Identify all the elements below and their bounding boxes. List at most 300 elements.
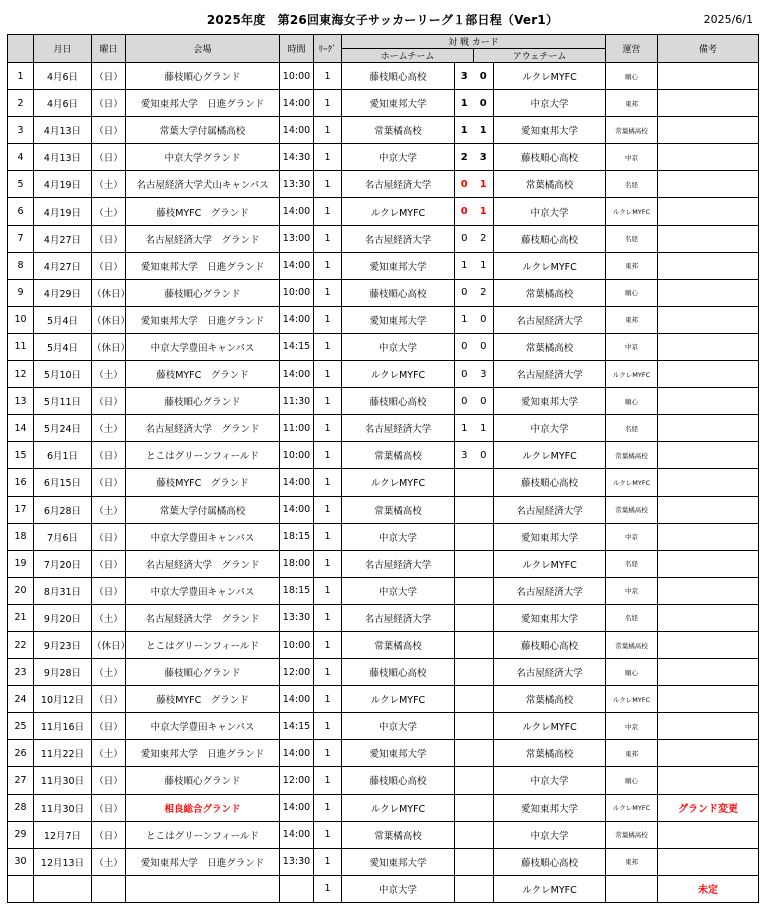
match-league: 1	[314, 767, 342, 794]
organizer: 順心	[606, 388, 658, 415]
organizer: 順心	[606, 63, 658, 90]
match-weekday: （日）	[92, 225, 126, 252]
match-venue: 藤枝MYFC グランド	[126, 198, 280, 225]
home-score: 3	[455, 63, 474, 90]
match-weekday: （日）	[92, 713, 126, 740]
col-org: 運営	[606, 35, 658, 63]
table-row	[8, 333, 759, 360]
home-score	[455, 848, 474, 875]
match-number: 18	[8, 523, 34, 550]
col-matchcard: 対 戦 カード	[342, 35, 606, 49]
match-date: 4月6日	[34, 90, 92, 117]
home-score: 0	[455, 333, 474, 360]
match-time: 10:00	[280, 442, 314, 469]
home-score: 0	[455, 225, 474, 252]
match-date: 9月28日	[34, 659, 92, 686]
home-score: 1	[455, 415, 474, 442]
organizer: ルクレMYFC	[606, 794, 658, 821]
organizer: 中京	[606, 523, 658, 550]
table-body	[8, 63, 759, 903]
away-team: ルクレMYFC	[494, 252, 606, 279]
match-date: 5月4日	[34, 333, 92, 360]
match-date: 11月16日	[34, 713, 92, 740]
match-number: 25	[8, 713, 34, 740]
away-score	[474, 713, 494, 740]
home-score	[455, 659, 474, 686]
away-score	[474, 794, 494, 821]
away-score: 0	[474, 333, 494, 360]
match-note	[658, 415, 759, 442]
away-score	[474, 469, 494, 496]
match-date: 5月11日	[34, 388, 92, 415]
match-league: 1	[314, 550, 342, 577]
organizer: 順心	[606, 659, 658, 686]
match-note	[658, 442, 759, 469]
match-time: 14:00	[280, 469, 314, 496]
table-row	[8, 388, 759, 415]
match-time: 18:15	[280, 523, 314, 550]
organizer: 中京	[606, 144, 658, 171]
away-team: 常葉橘高校	[494, 333, 606, 360]
match-note	[658, 225, 759, 252]
match-venue: 名古屋経済大学 グランド	[126, 604, 280, 631]
away-team: 藤枝順心高校	[494, 631, 606, 658]
match-weekday: （休日）	[92, 306, 126, 333]
match-note	[658, 821, 759, 848]
match-time: 14:00	[280, 306, 314, 333]
match-weekday: （日）	[92, 144, 126, 171]
table-row	[8, 740, 759, 767]
match-number: 20	[8, 577, 34, 604]
away-score	[474, 875, 494, 902]
table-row	[8, 144, 759, 171]
match-number: 27	[8, 767, 34, 794]
match-number: 7	[8, 225, 34, 252]
table-row	[8, 550, 759, 577]
table-row	[8, 821, 759, 848]
match-number: 22	[8, 631, 34, 658]
match-note	[658, 469, 759, 496]
away-score: 1	[474, 415, 494, 442]
match-date: 11月30日	[34, 767, 92, 794]
match-weekday: （土）	[92, 171, 126, 198]
match-venue: 名古屋経済大学 グランド	[126, 225, 280, 252]
organizer	[606, 875, 658, 902]
home-team: 中京大学	[342, 713, 455, 740]
away-score	[474, 577, 494, 604]
match-venue: 藤枝MYFC グランド	[126, 361, 280, 388]
col-venue: 会場	[126, 35, 280, 63]
home-score	[455, 631, 474, 658]
match-venue: 愛知東邦大学 日進グランド	[126, 306, 280, 333]
away-score	[474, 496, 494, 523]
match-number: 29	[8, 821, 34, 848]
home-team: 常葉橘高校	[342, 442, 455, 469]
away-team: 藤枝順心高校	[494, 225, 606, 252]
home-team: 愛知東邦大学	[342, 306, 455, 333]
away-team: 愛知東邦大学	[494, 523, 606, 550]
away-team: 名古屋経済大学	[494, 361, 606, 388]
table-row	[8, 306, 759, 333]
table-row	[8, 225, 759, 252]
match-league: 1	[314, 306, 342, 333]
table-row	[8, 90, 759, 117]
home-score	[455, 550, 474, 577]
organizer: ルクレMYFC	[606, 686, 658, 713]
match-venue: 藤枝MYFC グランド	[126, 686, 280, 713]
away-team: 常葉橘高校	[494, 279, 606, 306]
match-weekday: （土）	[92, 496, 126, 523]
organizer: 中京	[606, 333, 658, 360]
away-score	[474, 767, 494, 794]
match-venue: 名古屋経済大学 グランド	[126, 550, 280, 577]
match-venue: 中京大学豊田キャンパス	[126, 577, 280, 604]
match-time: 10:00	[280, 279, 314, 306]
match-date: 8月31日	[34, 577, 92, 604]
home-team: 愛知東邦大学	[342, 90, 455, 117]
col-home: ホームチーム	[342, 49, 474, 63]
match-league: 1	[314, 90, 342, 117]
table-row	[8, 631, 759, 658]
away-score	[474, 523, 494, 550]
match-league: 1	[314, 631, 342, 658]
match-number: 13	[8, 388, 34, 415]
match-league: 1	[314, 63, 342, 90]
match-weekday: （日）	[92, 90, 126, 117]
col-away: アウェチーム	[474, 49, 606, 63]
match-time: 14:15	[280, 333, 314, 360]
away-team: 愛知東邦大学	[494, 117, 606, 144]
away-team: 常葉橘高校	[494, 740, 606, 767]
match-weekday: （日）	[92, 63, 126, 90]
match-note	[658, 90, 759, 117]
match-number: 10	[8, 306, 34, 333]
home-team: 藤枝順心高校	[342, 388, 455, 415]
home-team: 中京大学	[342, 875, 455, 902]
home-score	[455, 875, 474, 902]
match-league: 1	[314, 604, 342, 631]
match-league: 1	[314, 279, 342, 306]
match-venue: 愛知東邦大学 日進グランド	[126, 252, 280, 279]
away-score: 1	[474, 252, 494, 279]
home-team: 中京大学	[342, 523, 455, 550]
match-time: 14:00	[280, 496, 314, 523]
table-row	[8, 848, 759, 875]
match-note	[658, 848, 759, 875]
organizer: 常葉橘高校	[606, 496, 658, 523]
match-time: 14:00	[280, 794, 314, 821]
organizer: 東邦	[606, 306, 658, 333]
match-league: 1	[314, 659, 342, 686]
home-team: 藤枝順心高校	[342, 767, 455, 794]
match-note	[658, 333, 759, 360]
away-team: 愛知東邦大学	[494, 604, 606, 631]
match-weekday: （休日）	[92, 279, 126, 306]
match-time: 14:00	[280, 252, 314, 279]
match-venue: 名古屋経済大学 グランド	[126, 415, 280, 442]
match-note	[658, 63, 759, 90]
match-date: 5月10日	[34, 361, 92, 388]
match-venue: 中京大学豊田キャンパス	[126, 333, 280, 360]
match-league: 1	[314, 388, 342, 415]
away-score: 0	[474, 388, 494, 415]
match-venue: 藤枝順心グランド	[126, 388, 280, 415]
match-note	[658, 279, 759, 306]
away-score: 0	[474, 90, 494, 117]
organizer: 中京	[606, 713, 658, 740]
match-note	[658, 767, 759, 794]
match-number: 19	[8, 550, 34, 577]
table-row	[8, 523, 759, 550]
organizer: 名経	[606, 225, 658, 252]
match-league: 1	[314, 442, 342, 469]
organizer: 順心	[606, 279, 658, 306]
organizer: 東邦	[606, 740, 658, 767]
home-score: 0	[455, 361, 474, 388]
away-team: 中京大学	[494, 90, 606, 117]
home-team: 名古屋経済大学	[342, 604, 455, 631]
match-number: 4	[8, 144, 34, 171]
away-score: 0	[474, 306, 494, 333]
match-date: 9月20日	[34, 604, 92, 631]
match-time: 12:00	[280, 659, 314, 686]
match-venue: 藤枝順心グランド	[126, 659, 280, 686]
away-score	[474, 550, 494, 577]
table-row	[8, 686, 759, 713]
away-team: 愛知東邦大学	[494, 794, 606, 821]
home-team: 名古屋経済大学	[342, 550, 455, 577]
match-league: 1	[314, 469, 342, 496]
match-time: 13:00	[280, 225, 314, 252]
away-team: ルクレMYFC	[494, 875, 606, 902]
home-score: 1	[455, 306, 474, 333]
home-score: 3	[455, 442, 474, 469]
away-score: 3	[474, 144, 494, 171]
home-score: 0	[455, 198, 474, 225]
match-number: 2	[8, 90, 34, 117]
organizer: ルクレMYFC	[606, 469, 658, 496]
match-note	[658, 496, 759, 523]
match-league: 1	[314, 713, 342, 740]
organizer: 順心	[606, 767, 658, 794]
match-weekday: （土）	[92, 659, 126, 686]
away-score	[474, 631, 494, 658]
organizer: ルクレMYFC	[606, 198, 658, 225]
match-league: 1	[314, 686, 342, 713]
match-date: 4月19日	[34, 198, 92, 225]
match-time: 14:15	[280, 713, 314, 740]
away-score	[474, 686, 494, 713]
away-team: 愛知東邦大学	[494, 388, 606, 415]
match-weekday: （土）	[92, 604, 126, 631]
away-score: 0	[474, 63, 494, 90]
match-number: 3	[8, 117, 34, 144]
home-team: ルクレMYFC	[342, 361, 455, 388]
away-team: 中京大学	[494, 198, 606, 225]
match-league: 1	[314, 361, 342, 388]
match-weekday	[92, 875, 126, 902]
match-number: 14	[8, 415, 34, 442]
document-date: 2025/6/1	[703, 13, 753, 26]
match-note	[658, 659, 759, 686]
organizer: 常葉橘高校	[606, 117, 658, 144]
match-venue: 愛知東邦大学 日進グランド	[126, 848, 280, 875]
match-note	[658, 388, 759, 415]
match-weekday: （日）	[92, 577, 126, 604]
match-date: 5月24日	[34, 415, 92, 442]
match-league: 1	[314, 740, 342, 767]
match-number: 9	[8, 279, 34, 306]
table-row	[8, 713, 759, 740]
match-date: 9月23日	[34, 631, 92, 658]
home-team: 愛知東邦大学	[342, 252, 455, 279]
home-team: ルクレMYFC	[342, 686, 455, 713]
match-note	[658, 713, 759, 740]
table-row	[8, 577, 759, 604]
match-weekday: （土）	[92, 361, 126, 388]
organizer: 東邦	[606, 90, 658, 117]
organizer: 名経	[606, 550, 658, 577]
away-score	[474, 740, 494, 767]
match-time: 14:00	[280, 686, 314, 713]
home-team: 常葉橘高校	[342, 496, 455, 523]
match-number: 17	[8, 496, 34, 523]
table-row	[8, 767, 759, 794]
home-team: 名古屋経済大学	[342, 225, 455, 252]
match-league: 1	[314, 252, 342, 279]
home-score	[455, 577, 474, 604]
match-venue: 藤枝順心グランド	[126, 63, 280, 90]
match-weekday: （日）	[92, 388, 126, 415]
organizer: ルクレMYFC	[606, 361, 658, 388]
organizer: 東邦	[606, 252, 658, 279]
match-note	[658, 117, 759, 144]
table-row	[8, 117, 759, 144]
match-league: 1	[314, 415, 342, 442]
match-date: 12月13日	[34, 848, 92, 875]
organizer: 名経	[606, 415, 658, 442]
home-score	[455, 604, 474, 631]
away-score	[474, 821, 494, 848]
table-row	[8, 442, 759, 469]
match-weekday: （日）	[92, 767, 126, 794]
away-team: 中京大学	[494, 415, 606, 442]
page-title: 2025年度 第26回東海女子サッカーリーグ１部日程（Ver1）	[206, 13, 559, 27]
match-date: 4月19日	[34, 171, 92, 198]
match-number: 11	[8, 333, 34, 360]
table-row	[8, 63, 759, 90]
table-row	[8, 604, 759, 631]
match-venue: とこはグリーンフィールド	[126, 442, 280, 469]
home-team: 名古屋経済大学	[342, 171, 455, 198]
match-weekday: （休日）	[92, 333, 126, 360]
home-score	[455, 713, 474, 740]
home-score: 1	[455, 117, 474, 144]
match-date: 4月6日	[34, 63, 92, 90]
match-date: 6月15日	[34, 469, 92, 496]
match-time: 14:00	[280, 740, 314, 767]
match-weekday: （土）	[92, 198, 126, 225]
table-row	[8, 171, 759, 198]
match-league: 1	[314, 523, 342, 550]
away-team: 名古屋経済大学	[494, 577, 606, 604]
schedule-table	[7, 34, 759, 903]
match-venue: 中京大学グランド	[126, 144, 280, 171]
home-score	[455, 794, 474, 821]
table-row	[8, 252, 759, 279]
match-date: 4月27日	[34, 225, 92, 252]
home-score: 0	[455, 171, 474, 198]
match-note	[658, 550, 759, 577]
home-team: 常葉橘高校	[342, 117, 455, 144]
match-time: 10:00	[280, 63, 314, 90]
home-team: 藤枝順心高校	[342, 279, 455, 306]
home-score: 1	[455, 252, 474, 279]
home-score	[455, 686, 474, 713]
match-note: 未定	[658, 875, 759, 902]
match-date: 7月20日	[34, 550, 92, 577]
match-number: 5	[8, 171, 34, 198]
match-number: 30	[8, 848, 34, 875]
away-team: 藤枝順心高校	[494, 469, 606, 496]
match-venue	[126, 875, 280, 902]
away-score: 2	[474, 279, 494, 306]
col-month-day: 月日	[34, 35, 92, 63]
match-note	[658, 631, 759, 658]
organizer: 常葉橘高校	[606, 442, 658, 469]
col-league: ﾘｰｸﾞ	[314, 35, 342, 63]
col-note: 備考	[658, 35, 759, 63]
home-team: 愛知東邦大学	[342, 740, 455, 767]
home-team: ルクレMYFC	[342, 198, 455, 225]
home-team: 中京大学	[342, 333, 455, 360]
match-weekday: （日）	[92, 550, 126, 577]
match-league: 1	[314, 848, 342, 875]
organizer: 常葉橘高校	[606, 631, 658, 658]
match-number: 16	[8, 469, 34, 496]
match-note	[658, 171, 759, 198]
match-note	[658, 144, 759, 171]
match-number: 12	[8, 361, 34, 388]
match-weekday: （日）	[92, 523, 126, 550]
match-league: 1	[314, 171, 342, 198]
away-team: 中京大学	[494, 821, 606, 848]
match-number: 1	[8, 63, 34, 90]
match-league: 1	[314, 875, 342, 902]
match-time: 13:30	[280, 848, 314, 875]
match-date: 12月7日	[34, 821, 92, 848]
match-weekday: （土）	[92, 740, 126, 767]
match-venue: 常葉大学付属橘高校	[126, 496, 280, 523]
match-time: 12:00	[280, 767, 314, 794]
table-row	[8, 659, 759, 686]
match-date: 4月13日	[34, 117, 92, 144]
away-team: ルクレMYFC	[494, 63, 606, 90]
table-row	[8, 794, 759, 821]
match-date: 4月13日	[34, 144, 92, 171]
match-time: 14:00	[280, 90, 314, 117]
home-team: 中京大学	[342, 577, 455, 604]
organizer: 東邦	[606, 848, 658, 875]
match-number: 24	[8, 686, 34, 713]
match-venue: 藤枝順心グランド	[126, 767, 280, 794]
match-league: 1	[314, 198, 342, 225]
home-team: 常葉橘高校	[342, 821, 455, 848]
match-note: グランド変更	[658, 794, 759, 821]
match-number: 6	[8, 198, 34, 225]
match-league: 1	[314, 496, 342, 523]
match-league: 1	[314, 333, 342, 360]
